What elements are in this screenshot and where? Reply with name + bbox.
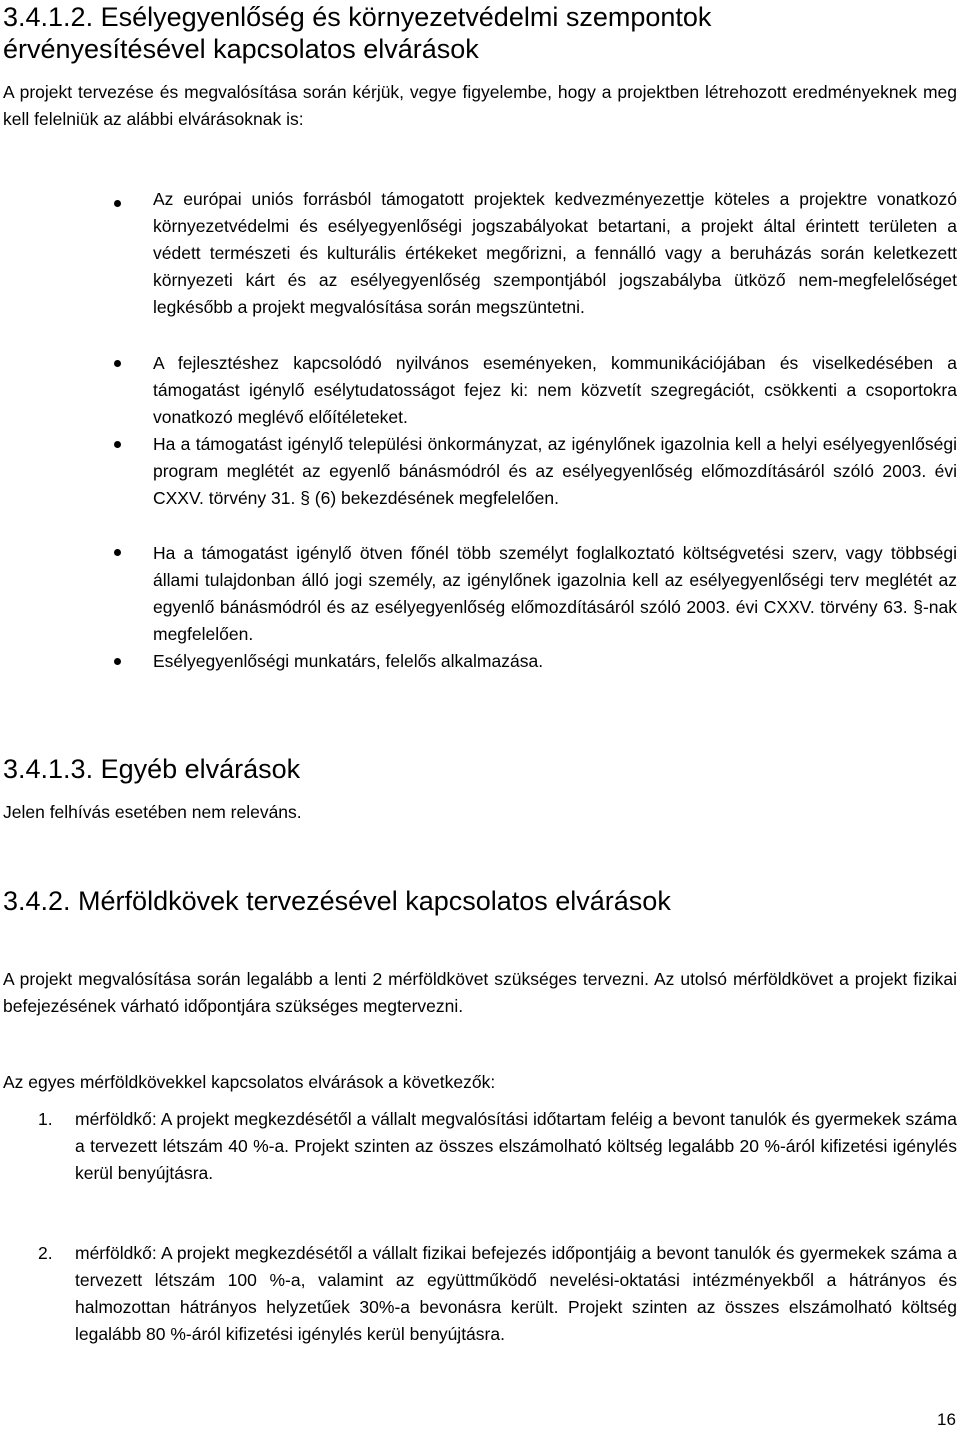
bullet-item: A fejlesztéshez kapcsolódó nyilvános eseményeken, kommunikációjában és viselkedésében a támogatást igénylő esélytudatosságot fejez ki: nem közvetít szegregációt, csökkenti a csoportokra vonatkozó meglévő előítéleteket. [153, 353, 957, 427]
section-heading-3-4-1-2-line1: 3.4.1.2. Esélyegyenlőség és környezetvédelmi szempontok [3, 2, 712, 32]
milestone-item: mérföldkő: A projekt megkezdésétől a vállalt fizikai befejezés időpontjáig a bevont tanulók és gyermekek száma a tervezett létszám 100 %-a, valamint az együttműködő nevelési-oktatási intézményekből a hátrányos és halmozottan hátrányos helyzetűek 30%-a bevonásra került. Projekt szinten az összes elszámolható költség legalább 80 %-áról kifizetési igénylés kerül benyújtásra. [75, 1243, 957, 1344]
section-3-4-1-3-text: Jelen felhívás esetében nem releváns. [3, 802, 302, 822]
bullet-item: Ha a támogatást igénylő települési önkormányzat, az igénylőnek igazolnia kell a helyi esélyegyenlőségi program meglétét az egyenlő bánásmódról és az esélyegyenlőség előmozdításáról szóló 2003. évi CXXV. törvény 31. § (6) bekezdésének megfelelően. [153, 434, 957, 508]
bullet-icon [114, 360, 121, 367]
bullet-icon [114, 549, 121, 556]
milestone-number: 1. [38, 1109, 53, 1129]
bullet-icon [114, 441, 121, 448]
bullet-icon [114, 658, 121, 665]
milestone-item: mérföldkő: A projekt megkezdésétől a vállalt megvalósítási időtartam feléig a bevont tanulók és gyermekek száma a tervezett létszám 40 %-a. Projekt szinten az összes elszámolható költség legalább 20 %-áról kifizetési igénylés kerül benyújtásra. [75, 1109, 957, 1183]
page-number: 16 [937, 1410, 956, 1429]
bullet-item: Esélyegyenlőségi munkatárs, felelős alkalmazása. [153, 651, 544, 671]
bullet-item: Az európai uniós forrásból támogatott projektek kedvezményezettje köteles a projektre vonatkozó környezetvédelmi és esélyegyenlőségi jogszabályokat betartani, a projekt által érintett területen a védett természeti és kulturális értékeket megőrizni, a fennálló vagy a beruházás során keletkezett környezeti kárt és az esélyegyenlőség szempontjából jogszabályba ütköző nem-megfelelőséget legkésőbb a projekt megvalósítása során megszüntetni. [153, 189, 957, 317]
section-heading-3-4-1-2-line2: érvényesítésével kapcsolatos elvárások [3, 34, 479, 64]
milestones-intro: Az egyes mérföldkövekkel kapcsolatos elvárások a következők: [3, 1072, 496, 1092]
section-heading-3-4-2: 3.4.2. Mérföldkövek tervezésével kapcsolatos elvárások [3, 886, 671, 916]
section-heading-3-4-1-3: 3.4.1.3. Egyéb elvárások [3, 754, 301, 784]
milestones-paragraph: A projekt megvalósítása során legalább a lenti 2 mérföldkövet szükséges tervezni. Az utolsó mérföldkövet a projekt fizikai befejezésének várható időpontjára szükséges megtervezni. [3, 969, 957, 1016]
milestone-number: 2. [38, 1243, 53, 1263]
bullet-item: Ha a támogatást igénylő ötven főnél több személyt foglalkoztató költségvetési szerv, vagy többségi állami tulajdonban álló jogi személy, az igénylőnek igazolnia kell az esélyegyenlőségi terv meglétét az egyenlő bánásmódról és az esélyegyenlőség előmozdításáról szóló 2003. évi CXXV. törvény 63. §-nak megfelelően. [153, 543, 957, 644]
bullet-icon [114, 200, 121, 207]
intro-paragraph: A projekt tervezése és megvalósítása során kérjük, vegye figyelembe, hogy a projektben létrehozott eredményeknek meg kell felelniük az alábbi elvárásoknak is: [3, 82, 957, 129]
